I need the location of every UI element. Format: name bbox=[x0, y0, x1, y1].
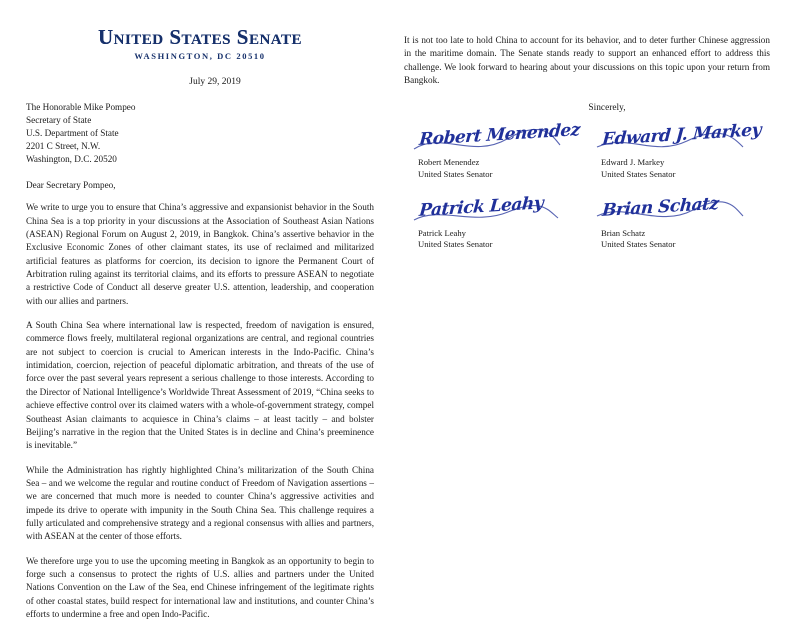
signature-mark: Patrick Leahy bbox=[418, 192, 544, 221]
signature-mark: Edward J. Markey bbox=[601, 120, 762, 151]
closing-line: Sincerely, bbox=[588, 103, 626, 114]
recipient-address bbox=[26, 101, 374, 166]
signature-name: Patrick Leahy bbox=[418, 227, 466, 238]
body-paragraph-5: It is not too late to hold China to account for its behavior, and to deter further Chinese aggression in the maritime domain. The Senate stands ready to support an enhanced effort to address this challenge. We look forward to hearing about your discussions on this topic upon your return from Bangkok. bbox=[404, 35, 770, 86]
letter-date: July 29, 2019 bbox=[189, 77, 241, 88]
letterhead-subtitle: WASHINGTON, DC 20510 bbox=[134, 51, 266, 62]
signature-name: Brian Schatz bbox=[601, 227, 646, 238]
recipient-line-3: U.S. Department of State bbox=[26, 128, 119, 139]
letter-column-left bbox=[0, 0, 392, 619]
signature-name: Edward J. Markey bbox=[601, 157, 665, 168]
recipient-line-5: Washington, D.C. 20520 bbox=[26, 154, 117, 165]
letter-column-right bbox=[392, 0, 800, 520]
signature-block bbox=[404, 120, 587, 179]
signature-grid bbox=[404, 120, 770, 266]
recipient-line-2: Secretary of State bbox=[26, 115, 92, 126]
signature-block bbox=[587, 193, 770, 250]
signature-role: United States Senator bbox=[601, 238, 676, 249]
recipient-line-4: 2201 C Street, N.W. bbox=[26, 141, 101, 152]
body-paragraph-2: A South China Sea where international law is respected, freedom of navigation is ensured, commerce flows freely, multilateral regional organizations are central, and regional countries are not subject to coercion is crucial to American interests in the Indo-Pacific. China’s intimidation, coercion, rejection of peaceful diplomatic arbitration, and threats of the use of force over the past several years represent a serious challenge to those interests. According to the Director of National Intelligence’s Worldwide Threat Assessment of 2019, “China seeks to achieve effective control over its claimed waters with a whole-of-government strategy, compel Southeast Asian claimants to acquiesce in China’s claims – at least tacitly – and bolster Beijing’s narrative in the region that the United States is in decline and China’s preeminence is inevitable.” bbox=[26, 320, 374, 451]
body-paragraph-4: We therefore urge you to use the upcoming meeting in Bangkok as an opportunity to begin to forge such a consensus to protect the rights of U.S. allies and partners under the United Nations Convention on the Law of the Sea, end Chinese infringement of the legitimate rights of other coastal states, build respect for international law and institutions, and counter China’s efforts to undermine a free and open Indo-Pacific. bbox=[26, 555, 374, 619]
letterhead-title: United States Senate bbox=[97, 25, 303, 49]
signature-role: United States Senator bbox=[601, 168, 676, 179]
recipient-line-1: The Honorable Mike Pompeo bbox=[26, 102, 136, 113]
letterhead bbox=[26, 26, 374, 61]
signature-name: Robert Menendez bbox=[418, 157, 480, 168]
salutation: Dear Secretary Pompeo, bbox=[26, 180, 116, 191]
signature-mark: Robert Menendez bbox=[418, 120, 581, 151]
signature-role: United States Senator bbox=[418, 168, 493, 179]
signature-mark: Brian Schatz bbox=[601, 193, 720, 221]
signature-block bbox=[404, 192, 587, 250]
body-paragraph-3: While the Administration has rightly highlighted China’s militarization of the South China Sea – and we welcome the regular and routine conduct of Freedom of Navigation assertions – we are concerned that much more is needed to counter China’s aggressive activities and impede its drive to operate with impunity in the South China Sea. This challenge requires a fully articulated and comprehensive strategy and a regional consensus with allies and partners, with ASEAN at the center of those efforts. bbox=[26, 464, 374, 542]
signature-role: United States Senator bbox=[418, 238, 493, 249]
body-paragraph-1: We write to urge you to ensure that China’s aggressive and expansionist behavior in the South China Sea is a top priority in your discussions at the Association of Southeast Asian Nations (ASEAN) Regional Forum on August 2, 2019, in Bangkok. China’s assertive behavior in the Exclusive Economic Zones of other claimant states, its use of reclaimed and militarized artificial features as platforms for coercion, its decision to ignore the Permanent Court of Arbitration ruling against its territorial claims, and its efforts to pressure ASEAN to negotiate a restrictive Code of Conduct all deserve greater U.S. attention, leadership, and cooperation with our allies and partners. bbox=[26, 202, 374, 306]
signature-block bbox=[587, 120, 770, 179]
